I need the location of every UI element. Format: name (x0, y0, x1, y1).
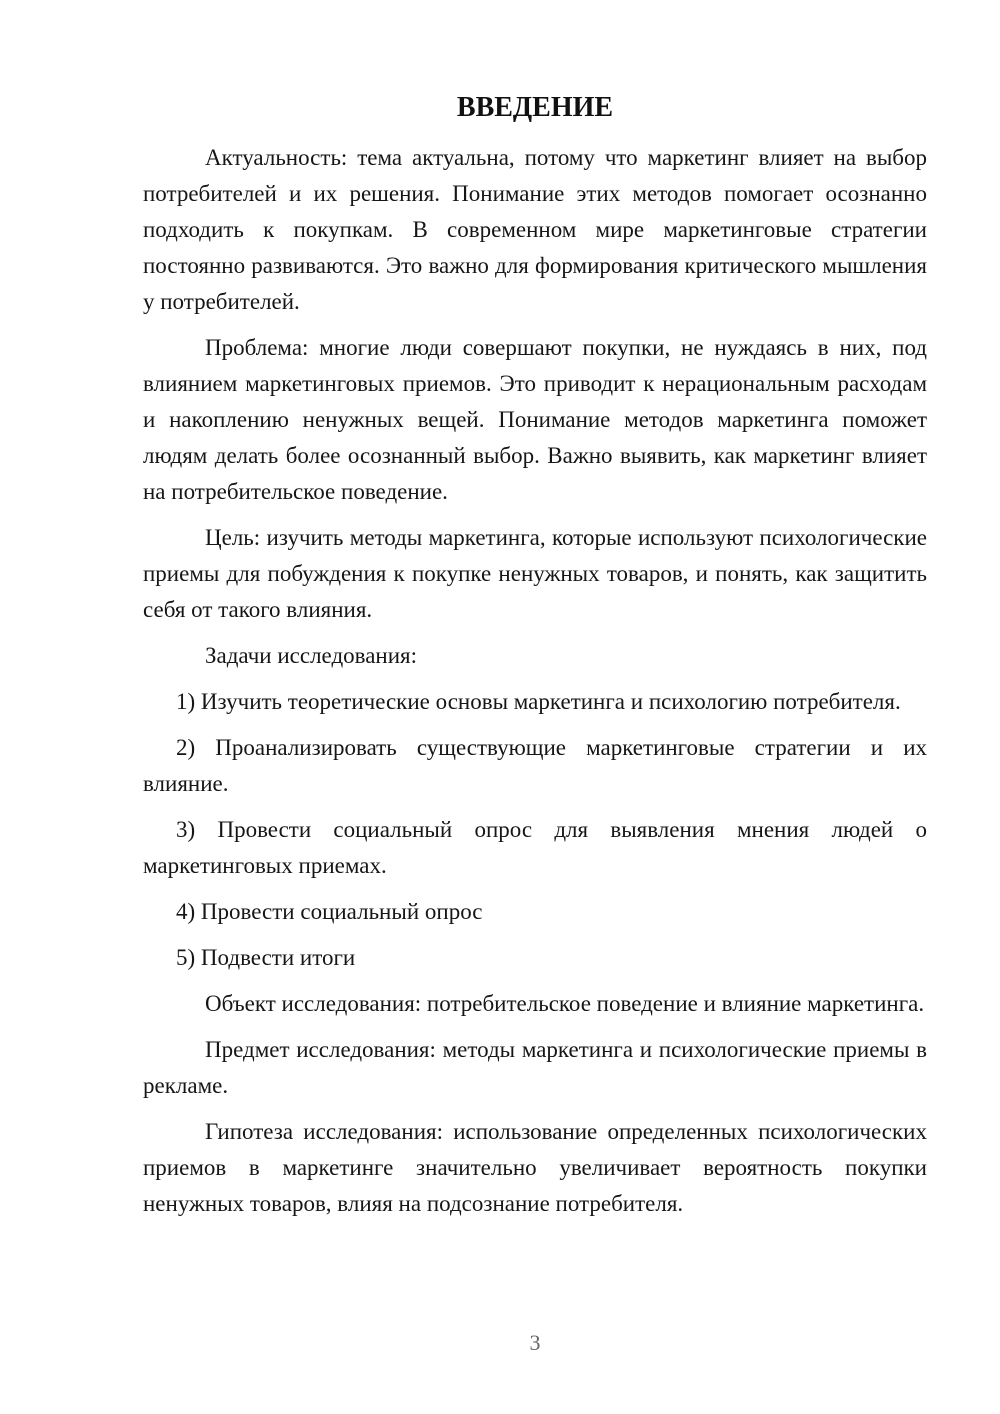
task-2-number: 2) (176, 735, 196, 760)
task-item-4 (143, 894, 927, 930)
task-item-5 (143, 940, 927, 976)
paragraph-problem: Проблема: многие люди совершают покупки, не нуждаясь в них, под влиянием маркетинговых приемов. Это приводит к нерациональным расходам и накоплению ненужных вещей. Понимание методов маркетинга поможет людям делать более осознанный выбор. Важно выявить, как маркетинг влияет на потребительское поведение. (143, 335, 927, 504)
paragraph-subject: Предмет исследования: методы маркетинга и психологические приемы в рекламе. (143, 1037, 927, 1098)
task-item-2 (143, 730, 927, 802)
paragraph-actuality: Актуальность: тема актуальна, потому что маркетинг влияет на выбор потребителей и их решения. Понимание этих методов помогает осознанно подходить к покупкам. В современном мире маркетинговые стратегии постоянно развиваются. Это важно для формирования критического мышления у потребителей. (143, 145, 927, 314)
page-content (143, 88, 927, 1232)
paragraph-hypothesis: Гипотеза исследования: использование определенных психологических приемов в маркетинге значительно увеличивает вероятность покупки ненужных товаров, влияя на подсознание потребителя. (143, 1119, 927, 1216)
paragraph-object: Объект исследования: потребительское поведение и влияние маркетинга. (205, 991, 925, 1016)
page-title: ВВЕДЕНИЕ (456, 92, 614, 123)
task-3-number: 3) (176, 817, 196, 842)
task-4-number: 4) (176, 899, 196, 924)
page-number: 3 (529, 1330, 541, 1355)
task-1-text: Изучить теоретические основы маркетинга и психологию потребителя. (200, 689, 901, 714)
task-4-text: Провести социальный опрос (200, 899, 483, 924)
paragraph-goal: Цель: изучить методы маркетинга, которые используют психологические приемы для побуждения к покупке ненужных товаров, и понять, как защитить себя от такого влияния. (143, 525, 927, 622)
task-5-number: 5) (176, 945, 196, 970)
task-2-text: Проанализировать существующие маркетинговые стратегии и их влияние. (143, 735, 927, 796)
task-3-text: Провести социальный опрос для выявления мнения людей о маркетинговых приемах. (143, 817, 927, 878)
tasks-heading: Задачи исследования: (205, 643, 418, 668)
task-item-3 (143, 812, 927, 884)
task-item-1 (143, 684, 927, 720)
task-5-text: Подвести итоги (200, 945, 356, 970)
task-1-number: 1) (176, 689, 196, 714)
